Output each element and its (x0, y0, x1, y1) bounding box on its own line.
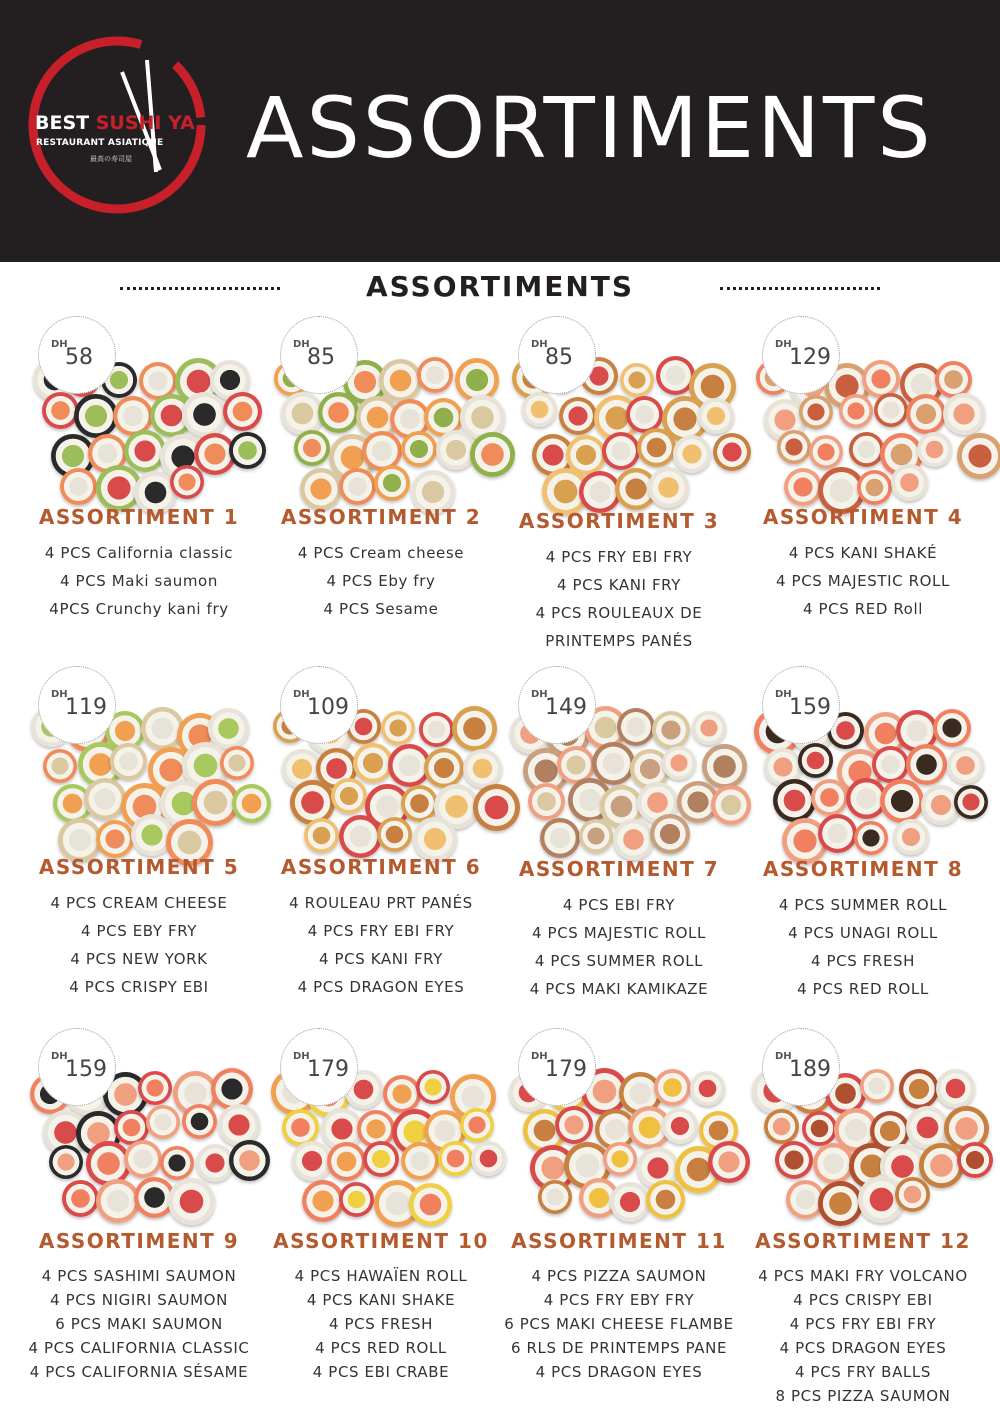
assortment-item: 4 PCS MAKI FRY VOLCANO (758, 1267, 968, 1285)
sushi-piece-icon (379, 359, 422, 402)
assortment-item-list (738, 539, 988, 623)
price-value: 85 (307, 345, 335, 370)
assortment-item: 4 PCS CRISPY EBI (69, 978, 209, 996)
price-value: 159 (789, 695, 831, 720)
sushi-piece-icon (220, 746, 254, 780)
assortment-item: 4 PCS UNAGI ROLL (788, 924, 938, 942)
sushi-piece-icon (300, 468, 342, 510)
assortment-item: 6 RLS DE PRINTEMPS PANE (510, 1339, 728, 1357)
assortment-name: ASSORTIMENT 9 (38, 1229, 240, 1253)
sushi-piece-icon (460, 1108, 494, 1142)
sushi-piece-icon (124, 1140, 162, 1178)
assortment-item: 4 PCS CALIFORNIA CLASSIC (28, 1339, 250, 1357)
assortment-item: 4 PCS RED ROLL (797, 980, 929, 998)
assortment-item: PRINTEMPS PANÉS (545, 632, 693, 650)
currency-label: DH (775, 339, 792, 350)
sushi-piece-icon (377, 817, 412, 852)
assortment-item: 4 PCS NIGIRI SAUMON (50, 1291, 228, 1309)
sushi-piece-icon (138, 1071, 172, 1105)
sushi-piece-icon (617, 708, 655, 746)
sushi-piece-icon (933, 709, 971, 747)
sushi-piece-icon (182, 392, 227, 437)
assortment-item: 4 PCS SUMMER ROLL (778, 896, 948, 914)
price-badge (762, 316, 840, 394)
assortment-item: 4 PCS EBY FRY (80, 922, 198, 940)
price-badge (38, 666, 116, 744)
sushi-piece-icon (899, 1069, 939, 1109)
price-badge (518, 1028, 596, 1106)
sushi-piece-icon (857, 470, 892, 505)
assortment-item-list (494, 543, 744, 655)
assortment-item: 4 PCS Maki saumon (60, 572, 218, 590)
assortment-item: 4 PCS SUMMER ROLL (534, 952, 704, 970)
sushi-piece-icon (957, 1142, 993, 1178)
price-badge (518, 316, 596, 394)
assortment-item: 4 PCS ROULEAUX DE (535, 604, 703, 622)
sushi-piece-icon (452, 706, 497, 751)
price-value: 109 (307, 695, 349, 720)
assortment-item: 4 PCS KANI SHAKE (306, 1291, 456, 1309)
assortment-item: 4 PCS EBI FRY (562, 896, 676, 914)
page-title: ASSORTIMENTS (246, 79, 934, 177)
sushi-piece-icon (917, 432, 952, 467)
assortment-item: 4PCS Crunchy kani fry (49, 600, 229, 618)
assortment-name: ASSORTIMENT 7 (518, 857, 720, 881)
price-value: 85 (545, 345, 573, 370)
assortment-item: 4 PCS HAWAÏEN ROLL (294, 1267, 468, 1285)
price-badge (38, 1028, 116, 1106)
logo-word-ya: YA (168, 112, 195, 134)
sushi-piece-icon (610, 1182, 650, 1222)
sushi-piece-icon (339, 468, 376, 505)
assortment-item: 4 PCS Sesame (323, 600, 439, 618)
sushi-piece-icon (654, 1069, 691, 1106)
assortment-item-list (494, 1264, 744, 1384)
sushi-piece-icon (954, 785, 988, 819)
sushi-piece-icon (860, 1069, 894, 1103)
assortment-name: ASSORTIMENT 6 (280, 855, 482, 879)
sushi-piece-icon (401, 1142, 439, 1180)
sushi-piece-icon (603, 1142, 637, 1176)
assortment-item: 4 PCS MAKI KAMIKAZE (529, 980, 709, 998)
sushi-piece-icon (775, 1141, 813, 1179)
sushi-piece-icon (339, 815, 382, 858)
sushi-piece-icon (438, 1141, 473, 1176)
price-badge (762, 1028, 840, 1106)
currency-label: DH (531, 1051, 548, 1062)
sushi-piece-icon (318, 392, 359, 433)
sushi-piece-icon (417, 357, 453, 393)
sushi-piece-icon (698, 398, 734, 434)
assortment-item: 4 PCS KANI FRY (318, 950, 444, 968)
currency-label: DH (51, 339, 68, 350)
assortment-item: 4 PCS DRAGON EYES (535, 1363, 703, 1381)
sushi-piece-icon (854, 821, 888, 855)
assortment-item: 4 PCS PIZZA SAUMON (531, 1267, 707, 1285)
assortment-item-list (14, 889, 264, 1001)
assortment-item: 8 PCS PIZZA SAUMON (775, 1387, 951, 1405)
assortment-name: ASSORTIMENT 5 (38, 855, 240, 879)
currency-label: DH (775, 1051, 792, 1062)
sushi-piece-icon (648, 467, 689, 508)
sushi-piece-icon (182, 1104, 217, 1139)
assortment-item: 4 PCS CREAM CHEESE (50, 894, 228, 912)
assortment-name: ASSORTIMENT 11 (511, 1229, 727, 1253)
sushi-piece-icon (906, 394, 946, 434)
assortment-item: 4 PCS FRY EBI FRY (307, 922, 455, 940)
sushi-piece-icon (42, 392, 79, 429)
assortment-item: 4 PCS NEW YORK (70, 950, 208, 968)
price-badge (280, 666, 358, 744)
sushi-piece-icon (168, 1178, 215, 1225)
sushi-piece-icon (798, 743, 833, 778)
currency-label: DH (293, 1051, 310, 1062)
assortment-item: 4 PCS FRY EBY FRY (543, 1291, 695, 1309)
assortment-item: 4 PCS RED ROLL (315, 1339, 447, 1357)
sushi-piece-icon (49, 1145, 83, 1179)
sushi-piece-icon (401, 431, 437, 467)
sushi-piece-icon (170, 465, 204, 499)
assortment-item: 4 PCS KANI FRY (556, 576, 682, 594)
sushi-piece-icon (381, 711, 415, 745)
assortment-item-list (256, 539, 506, 623)
sushi-piece-icon (811, 779, 848, 816)
sushi-piece-icon (538, 1180, 572, 1214)
sushi-piece-icon (416, 1070, 450, 1104)
sushi-piece-icon (292, 1141, 332, 1181)
sushi-piece-icon (893, 819, 929, 855)
assortment-item: 4 PCS FRY EBI FRY (789, 1315, 937, 1333)
assortment-item: 4 PCS California classic (44, 544, 234, 562)
sushi-piece-icon (43, 749, 77, 783)
section-title: ASSORTIMENTS (365, 270, 635, 303)
sushi-piece-icon (559, 397, 597, 435)
sushi-piece-icon (673, 435, 711, 473)
assortment-item: 4 PCS Eby fry (326, 572, 436, 590)
sushi-piece-icon (374, 465, 410, 501)
sushi-piece-icon (764, 1109, 799, 1144)
sushi-piece-icon (84, 778, 126, 820)
logo-subtitle: RESTAURANT ASIATIQUE (36, 138, 164, 148)
price-value: 58 (65, 345, 93, 370)
assortment-item: 4 PCS FRESH (810, 952, 916, 970)
assortment-item: 6 PCS MAKI SAUMON (55, 1315, 223, 1333)
sushi-piece-icon (947, 747, 984, 784)
sushi-piece-icon (110, 743, 147, 780)
sushi-piece-icon (813, 1143, 854, 1184)
price-badge (38, 316, 116, 394)
assortment-name: ASSORTIMENT 10 (273, 1229, 489, 1253)
sushi-piece-icon (146, 1105, 180, 1139)
assortment-item: 4 PCS CRISPY EBI (793, 1291, 933, 1309)
sushi-piece-icon (809, 435, 843, 469)
sushi-piece-icon (304, 818, 339, 853)
sushi-piece-icon (906, 744, 947, 785)
price-badge (280, 1028, 358, 1106)
sushi-piece-icon (74, 394, 118, 438)
sushi-piece-icon (862, 360, 900, 398)
price-value: 179 (307, 1057, 349, 1082)
sushi-piece-icon (290, 780, 335, 825)
sushi-piece-icon (662, 1108, 698, 1144)
sushi-piece-icon (60, 468, 97, 505)
assortment-item: 4 PCS MAJESTIC ROLL (776, 572, 950, 590)
sushi-piece-icon (555, 1106, 593, 1144)
currency-label: DH (293, 339, 310, 350)
assortment-item: 4 PCS KANI SHAKÉ (788, 544, 938, 562)
sushi-piece-icon (936, 1069, 975, 1108)
price-badge (518, 666, 596, 744)
restaurant-logo (22, 30, 212, 220)
currency-label: DH (775, 689, 792, 700)
sushi-piece-icon (602, 432, 640, 470)
sushi-piece-icon (327, 1142, 366, 1181)
assortment-item: 4 PCS DRAGON EYES (297, 978, 465, 996)
sushi-piece-icon (96, 820, 134, 858)
sushi-piece-icon (353, 743, 393, 783)
dotted-divider-right (720, 287, 880, 290)
assortment-name: ASSORTIMENT 8 (762, 857, 964, 881)
logo-word-best: BEST (35, 112, 90, 134)
assortment-item: 4 PCS MAJESTIC ROLL (532, 924, 706, 942)
sushi-piece-icon (799, 395, 833, 429)
sushi-piece-icon (424, 748, 464, 788)
sushi-piece-icon (690, 1071, 725, 1106)
logo-japanese-text: 最高の寿司屋 (90, 155, 132, 163)
header-banner (0, 0, 1000, 262)
price-badge (280, 316, 358, 394)
assortment-name: ASSORTIMENT 1 (38, 505, 240, 529)
sushi-piece-icon (522, 392, 557, 427)
assortment-item-list (738, 891, 988, 1003)
sushi-piece-icon (637, 428, 676, 467)
sushi-piece-icon (613, 819, 654, 860)
assortment-item: 4 PCS DRAGON EYES (779, 1339, 947, 1357)
currency-label: DH (51, 1051, 68, 1062)
price-value: 189 (789, 1057, 831, 1082)
logo-word-sushi: SUSHI (95, 112, 162, 134)
sushi-piece-icon (818, 1181, 863, 1226)
sushi-piece-icon (419, 712, 454, 747)
assortment-item-list (14, 539, 264, 623)
assortment-item: 4 ROULEAU PRT PANÉS (289, 894, 473, 912)
sushi-piece-icon (818, 814, 857, 853)
sushi-piece-icon (339, 1182, 374, 1217)
sushi-piece-icon (895, 1177, 930, 1212)
sushi-piece-icon (540, 818, 580, 858)
currency-label: DH (531, 689, 548, 700)
sushi-piece-icon (891, 464, 928, 501)
currency-label: DH (293, 689, 310, 700)
sushi-piece-icon (331, 778, 367, 814)
sushi-piece-icon (650, 814, 690, 854)
sushi-piece-icon (363, 1141, 399, 1177)
assortment-name: ASSORTIMENT 4 (762, 505, 964, 529)
assortment-item: 4 PCS Cream cheese (297, 544, 465, 562)
sushi-piece-icon (880, 779, 924, 823)
assortment-name: ASSORTIMENT 2 (280, 505, 482, 529)
sushi-piece-icon (802, 1111, 837, 1146)
sushi-piece-icon (62, 1180, 99, 1217)
sushi-piece-icon (302, 1180, 344, 1222)
assortment-item-list (738, 1264, 988, 1408)
sushi-piece-icon (784, 468, 822, 506)
sushi-piece-icon (943, 393, 985, 435)
sushi-piece-icon (872, 746, 909, 783)
assortment-name: ASSORTIMENT 3 (518, 509, 720, 533)
sushi-piece-icon (874, 393, 908, 427)
sushi-piece-icon (160, 1146, 194, 1180)
sushi-piece-icon (839, 394, 873, 428)
sushi-piece-icon (773, 779, 816, 822)
sushi-piece-icon (383, 1075, 421, 1113)
sushi-piece-icon (592, 742, 635, 785)
assortment-item: 4 PCS FRY EBI FRY (545, 548, 693, 566)
price-value: 129 (789, 345, 831, 370)
assortment-item: 6 PCS MAKI CHEESE FLAMBE (504, 1315, 734, 1333)
sushi-piece-icon (528, 783, 565, 820)
sushi-piece-icon (294, 430, 330, 466)
assortment-item-list (14, 1264, 264, 1384)
assortment-item: 4 PCS EBI CRABE (312, 1363, 450, 1381)
assortment-item: 4 PCS RED Roll (803, 600, 923, 618)
sushi-piece-icon (211, 1068, 253, 1110)
assortment-item-list (494, 891, 744, 1003)
assortment-name: ASSORTIMENT 12 (755, 1229, 971, 1253)
assortment-item: 4 PCS FRESH (328, 1315, 434, 1333)
price-value: 149 (545, 695, 587, 720)
sushi-piece-icon (849, 432, 884, 467)
price-value: 159 (65, 1057, 107, 1082)
sushi-piece-icon (662, 746, 696, 780)
price-badge (762, 666, 840, 744)
assortment-item-list (256, 1264, 506, 1384)
currency-label: DH (531, 339, 548, 350)
logo-brand-text (35, 112, 195, 134)
sushi-piece-icon (646, 1180, 685, 1219)
sushi-piece-icon (579, 819, 613, 853)
sushi-piece-icon (652, 711, 690, 749)
sushi-piece-icon (692, 711, 726, 745)
assortment-item: 4 PCS SASHIMI SAUMON (41, 1267, 237, 1285)
sushi-piece-icon (957, 433, 1000, 479)
price-value: 179 (545, 1057, 587, 1082)
assortment-item: 4 PCS CALIFORNIA SÉSAME (29, 1363, 249, 1381)
assortment-item-list (256, 889, 506, 1001)
sushi-piece-icon (409, 1183, 452, 1226)
sushi-piece-icon (620, 363, 654, 397)
sushi-piece-icon (777, 430, 811, 464)
assortment-item: 4 PCS FRY BALLS (795, 1363, 931, 1381)
currency-label: DH (51, 689, 68, 700)
price-value: 119 (65, 695, 107, 720)
